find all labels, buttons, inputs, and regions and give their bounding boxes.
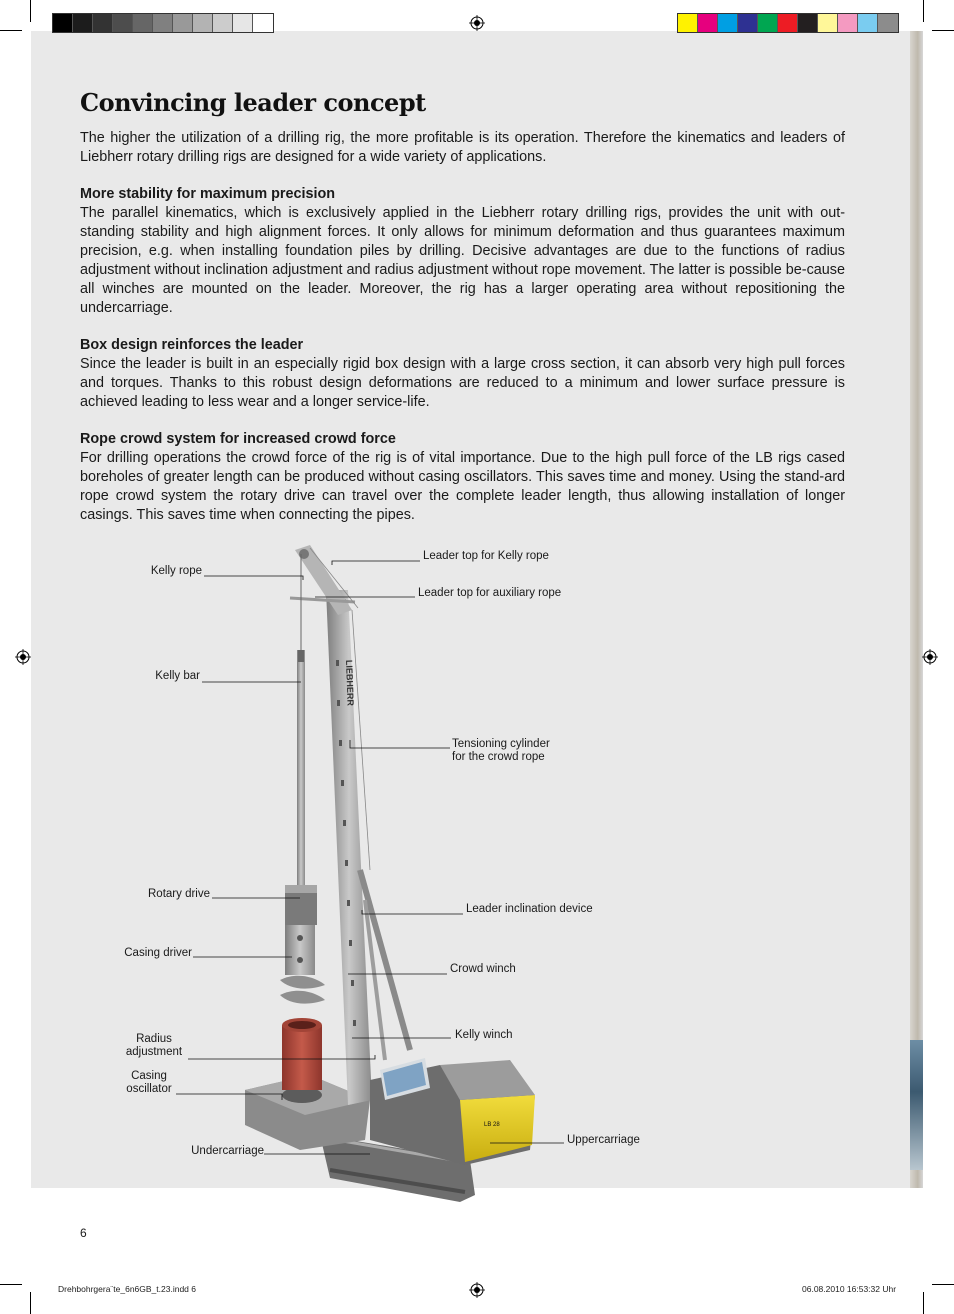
label-casing-driver: Casing driver [124, 947, 192, 959]
section-body: For drilling operations the crowd force of the rig is of vital importance. Due to the high pull force of the LB rigs cased boreholes of greater length can be produced without casing oscillators. This saves time and money. Using the stand-ard rope crowd system the rotary drive can travel over the complete leader length, thus allowing installation of longer casings. This saves time when connecting the pipes. [80, 450, 845, 523]
label-tensioning-cylinder-line1: Tensioning cylinder [452, 738, 550, 750]
label-rotary-drive: Rotary drive [148, 888, 210, 900]
label-kelly-rope: Kelly rope [150, 565, 202, 577]
drilling-rig-illustration [80, 540, 700, 1210]
label-undercarriage: Undercarriage [191, 1145, 264, 1157]
label-radius-adjustment-line2: adjustment [125, 1046, 183, 1058]
slug-file-name: Drehbohrgera¨te_6n6GB_t.23.indd 6 [58, 1284, 196, 1294]
leader-brand-text: LIEBHERR [344, 659, 356, 707]
crop-mark [932, 1284, 954, 1285]
section-stability [80, 185, 845, 318]
registration-mark-icon [469, 1282, 485, 1298]
crop-mark [0, 1284, 22, 1285]
label-radius-adjustment [120, 1033, 188, 1059]
slug-date: 06.08.2010 16:53:32 Uhr [802, 1284, 897, 1294]
label-leader-inclination: Leader inclination device [466, 903, 593, 915]
page-number: 6 [80, 1226, 87, 1240]
section-body: The parallel kinematics, which is exclusively applied in the Liebherr rotary drilling rigs, provides the unit with out-standing stability and high alignment forces. It only allows for minimum deformation and thus guarantees maximum precision, e.g. when installing foundation piles by drilling. Decisive advantages are due to the functions of radius adjustment without inclination adjustment and radius adjustment without rope movement. The latter is possible be-cause all winches are mounted on the leader. Moreover, the rig has a larger operating area without repositioning the undercarriage. [80, 205, 845, 316]
casing-driver-shape [280, 925, 325, 1004]
registration-mark-icon [922, 649, 938, 665]
label-casing-oscillator-line2: oscillator [126, 1083, 172, 1095]
leader-top-shape [290, 545, 355, 615]
grayscale-color-bar [52, 13, 274, 33]
label-kelly-bar: Kelly bar [155, 670, 200, 682]
label-tensioning-cylinder [452, 738, 550, 764]
label-casing-oscillator-line1: Casing [131, 1070, 167, 1082]
label-leader-top-kelly: Leader top for Kelly rope [423, 550, 549, 562]
crop-mark [923, 1292, 924, 1314]
registration-mark-icon [15, 649, 31, 665]
crop-mark [30, 1292, 31, 1314]
label-radius-adjustment-line1: Radius [136, 1033, 172, 1045]
section-body: Since the leader is built in an especially rigid box design with a large cross section, it can absorb very high pull forces and torques. Thanks to this robust design deformations are reduced to a minimum and lower surface pressure is achieved leading to less wear and a longer service-life. [80, 356, 845, 410]
process-color-bar [677, 13, 899, 33]
bleed-image-strip-blue [910, 1040, 923, 1170]
bleed-image-strip [910, 31, 923, 1188]
crop-mark [923, 0, 924, 22]
kelly-bar-shape [297, 554, 305, 890]
crop-mark [30, 0, 31, 22]
label-casing-oscillator [114, 1070, 184, 1096]
label-uppercarriage: Uppercarriage [567, 1134, 640, 1146]
section-rope-crowd [80, 430, 845, 525]
section-heading: More stability for maximum precision [80, 186, 336, 202]
crop-mark [0, 30, 22, 31]
leader-mast-shape [326, 590, 372, 1105]
article [80, 88, 845, 525]
label-kelly-winch: Kelly winch [455, 1029, 513, 1041]
page-title: Convincing leader concept [80, 88, 426, 117]
label-crowd-winch: Crowd winch [450, 963, 516, 975]
casing-shape [282, 1018, 322, 1090]
cab-badge-text: LB 28 [484, 1122, 500, 1128]
section-heading: Rope crowd system for increased crowd force [80, 431, 396, 447]
label-leader-top-aux: Leader top for auxiliary rope [418, 587, 562, 599]
rotary-drive-shape [285, 885, 317, 925]
section-box-design [80, 336, 845, 412]
crop-mark [932, 30, 954, 31]
drilling-rig-diagram [80, 540, 700, 1210]
section-heading: Box design reinforces the leader [80, 337, 304, 353]
registration-mark-icon [469, 15, 485, 31]
label-tensioning-cylinder-line2: for the crowd rope [452, 751, 545, 763]
intro-paragraph: The higher the utilization of a drilling rig, the more profitable is its operation. Therefore the kinematics and leaders of Liebherr rotary drilling rigs are designed for a wide variety of applications. [80, 130, 845, 165]
